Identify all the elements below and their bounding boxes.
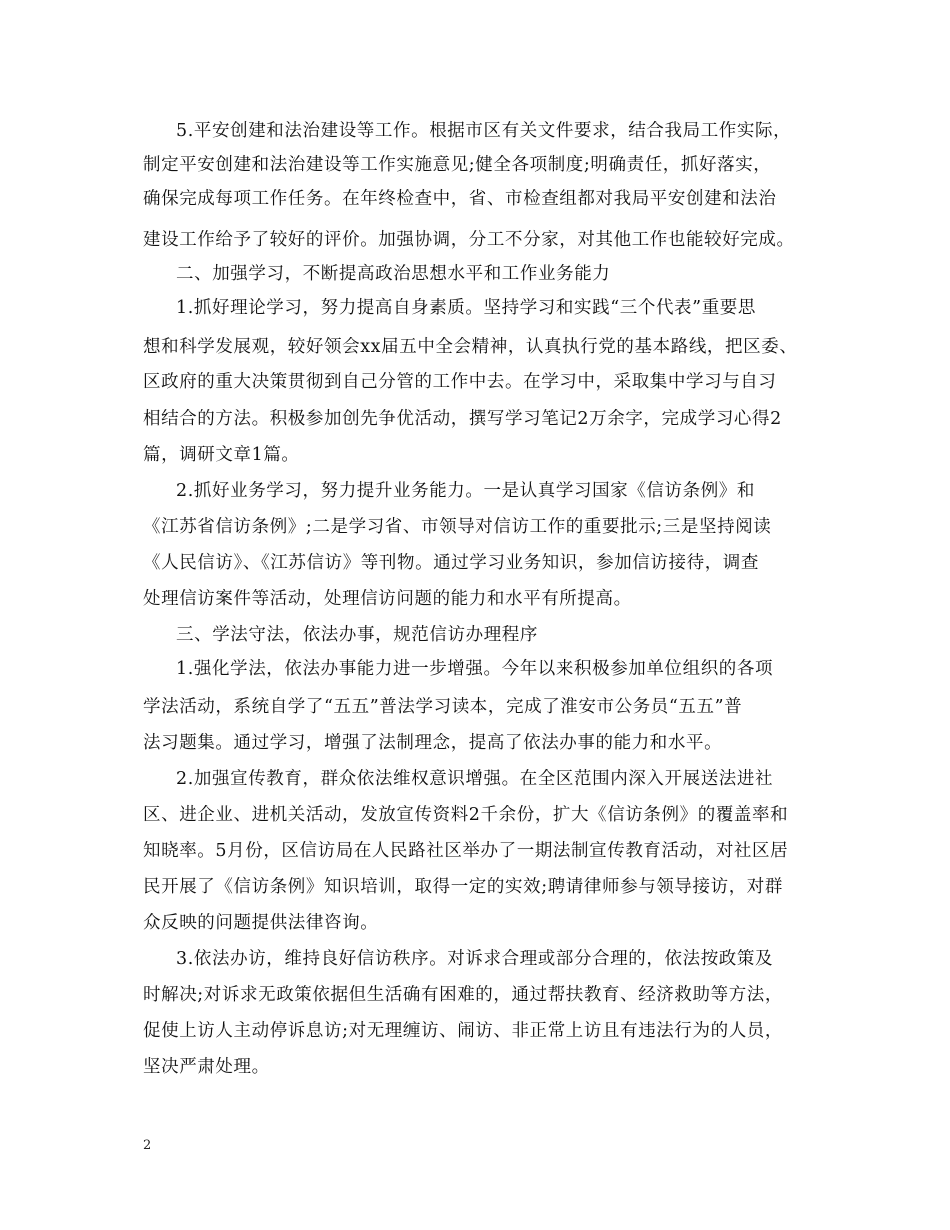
text-line: 知晓率。5月份，区信访局在人民路社区举办了一期法制宣传教育活动，对社区居 (143, 841, 789, 861)
text-line: 促使上访人主动停诉息访;对无理缠访、闹访、非正常上访且有违法行为的人员， (143, 1021, 783, 1041)
text-line: 想和科学发展观，较好领会xx届五中全会精神，认真执行党的基本路线，把区委、 (143, 337, 798, 357)
text-line: 处理信访案件等活动，处理信访问题的能力和水平有所提高。 (143, 589, 632, 609)
text-line: 建设工作给予了较好的评价。加强协调，分工不分家，对其他工作也能较好完成。 (143, 230, 795, 250)
text-line: 制定平安创建和法治建设等工作实施意见;健全各项制度;明确责任，抓好落实， (143, 155, 772, 175)
text-line: 1.强化学法，依法办事能力进一步增强。今年以来积极参加单位组织的各项 (176, 659, 774, 679)
text-line: 坚决严肃处理。 (143, 1057, 270, 1077)
text-line: 《人民信访》、《江苏信访》等刊物。通过学习业务知识，参加信访接待，调查 (143, 553, 759, 573)
text-line: 学法活动，系统自学了“五五”普法学习读本，完成了淮安市公务员“五五”普 (143, 697, 743, 717)
text-line: 区政府的重大决策贯彻到自己分管的工作中去。在学习中，采取集中学习与自习 (143, 372, 777, 392)
text-line: 时解决;对诉求无政策依据但生活确有困难的，通过帮扶教育、经济救助等方法， (143, 985, 783, 1005)
section-heading: 二、加强学习，不断提高政治思想水平和工作业务能力 (176, 264, 611, 284)
text-line: 《江苏省信访条例》;二是学习省、市领导对信访工作的重要批示;三是坚持阅读 (143, 517, 772, 537)
text-line: 3.依法办访，维持良好信访秩序。对诉求合理或部分合理的，依法按政策及 (176, 949, 774, 969)
text-line: 确保完成每项工作任务。在年终检查中，省、市检查组都对我局平安创建和法治 (143, 189, 777, 209)
text-line: 区、进企业、进机关活动，发放宣传资料2千余份，扩大《信访条例》的覆盖率和 (143, 805, 789, 825)
page-number: 2 (143, 1138, 152, 1153)
text-line: 民开展了《信访条例》知识培训，取得一定的实效;聘请律师参与领导接访，对群 (143, 877, 783, 897)
text-line: 2.抓好业务学习，努力提升业务能力。一是认真学习国家《信访条例》和 (176, 481, 755, 501)
text-line: 法习题集。通过学习，增强了法制理念，提高了依法办事的能力和水平。 (143, 733, 723, 753)
section-heading: 三、学法守法，依法办事，规范信访办理程序 (176, 625, 538, 645)
text-line: 5.平安创建和法治建设等工作。根据市区有关文件要求，结合我局工作实际， (176, 121, 792, 141)
text-line: 众反映的问题提供法律咨询。 (143, 913, 379, 933)
text-line: 2.加强宣传教育，群众依法维权意识增强。在全区范围内深入开展送法进社 (176, 769, 774, 789)
text-line: 1.抓好理论学习，努力提高自身素质。坚持学习和实践“三个代表”重要思 (176, 298, 756, 318)
text-line: 篇，调研文章1篇。 (143, 445, 300, 465)
text-line: 相结合的方法。积极参加创先争优活动，撰写学习笔记2万余字，完成学习心得2 (143, 409, 782, 429)
